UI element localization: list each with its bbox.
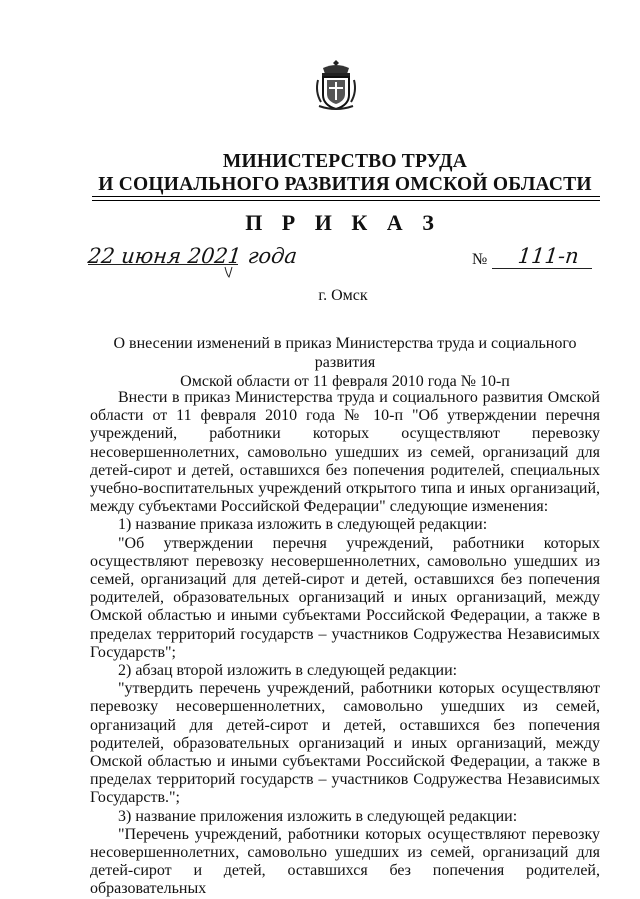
body-paragraph: Внести в приказ Министерства труда и социального развития Омской области от 11 февраля 2010 года № 10-п "Об утверждении перечня учреждений, работники которых осуществляют перевозку несовершеннолетних, самовольно ушедших из семей, организаций для детей-сирот и детей, оставшихся без попечения родителей, специальных учебно-воспитательных учреждений открытого типа и иных организаций, между субъектами Российской Федерации" следующие изменения: xyxy=(90,389,600,516)
body-paragraph: 3) название приложения изложить в следующей редакции: xyxy=(118,807,518,825)
body-paragraph: "утвердить перечень учреждений, работники которых осуществляют перевозку несовершеннолетних, самовольно ушедших из семей, организаций для детей-сирот и детей, оставшихся без попечения родителей, образовательных организаций и иных организаций, между Омской областью и иными субъектами Российской Федерации, а также в пределах территорий государств – участников Содружества Независимых Государств."; xyxy=(90,680,600,807)
body-paragraph: 2) абзац второй изложить в следующей редакции: xyxy=(118,662,458,680)
handwritten-date: 22 июня 2021 года xyxy=(86,244,299,268)
body-paragraph: 1) название приказа изложить в следующей редакции: xyxy=(118,516,488,534)
ministry-name-line2: И СОЦИАЛЬНОГО РАЗВИТИЯ ОМСКОЙ ОБЛАСТИ xyxy=(98,174,592,195)
coat-of-arms-icon xyxy=(313,58,359,112)
order-subject xyxy=(90,334,600,391)
subject-line1: О внесении изменений в приказ Министерства труда и социального развития xyxy=(113,335,577,371)
document-type-title: П Р И К А З xyxy=(245,210,441,235)
body-paragraph: "Перечень учреждений, работники которых осуществляют перевозку несовершеннолетних, самовольно ушедших из семей, организаций для детей-сирот и детей, оставшихся без попечения родителей, образовательных xyxy=(90,825,600,898)
city-label: г. Омск xyxy=(318,287,368,304)
ministry-name-line1: МИНИСТЕРСТВО ТРУДА xyxy=(222,151,468,172)
body-paragraph: "Об утверждении перечня учреждений, работники которых осуществляют перевозку несовершеннолетних, самовольно ушедших из семей, организаций для детей-сирот и детей, оставшихся без попечения родителей, образовательных организаций и иных организаций, между Омской областью и иными субъектами Российской Федерации, а также в пределах территорий государств – участников Содружества Независимых Государств"; xyxy=(90,534,600,661)
order-body xyxy=(90,389,600,899)
pen-mark-icon xyxy=(224,266,233,278)
subject-line2: Омской области от 11 февраля 2010 года № 10-п xyxy=(180,373,510,390)
number-underline xyxy=(492,268,592,269)
number-label: № xyxy=(472,251,488,268)
handwritten-number: 111-п xyxy=(516,244,580,268)
header-divider-thin xyxy=(92,200,600,201)
header-divider xyxy=(92,196,600,197)
date-underline xyxy=(88,264,238,265)
